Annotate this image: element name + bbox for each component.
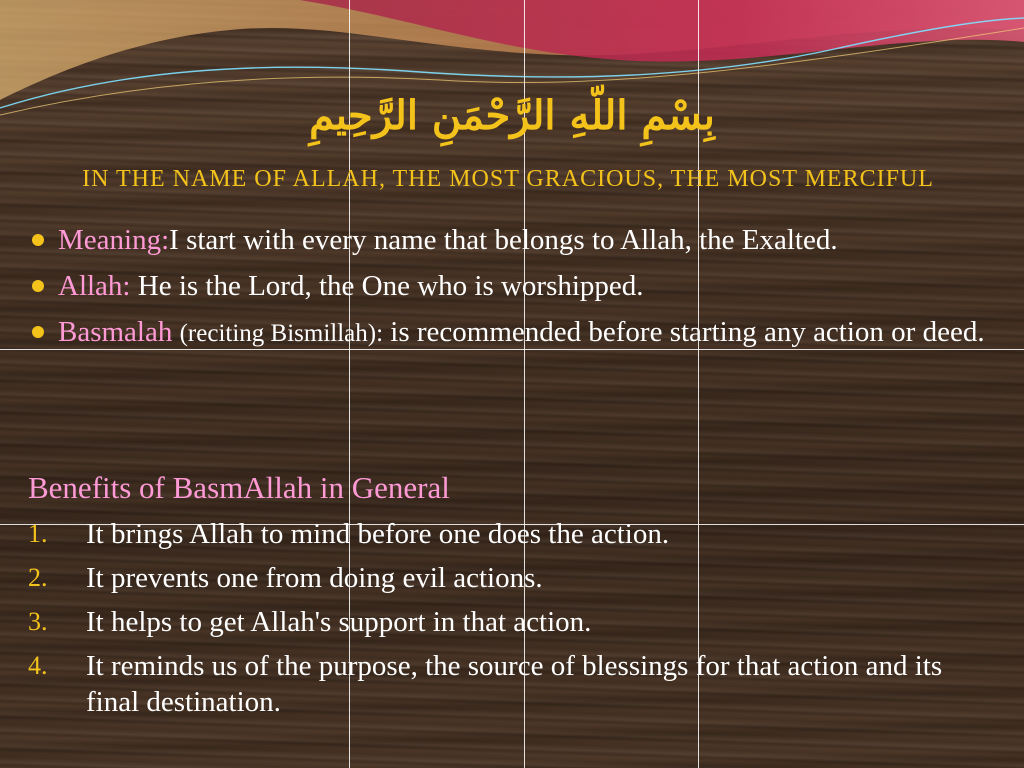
list-item-text: It helps to get Allah's support in that action. <box>86 606 592 638</box>
list-item <box>28 560 968 596</box>
bullet-text: is recommended before starting any action or deed. <box>383 316 985 348</box>
list-item-text: It reminds us of the purpose, the source of blessings for that action and its final destination. <box>86 650 943 718</box>
list-number: 3. <box>28 607 48 636</box>
list-item <box>28 648 968 720</box>
list-number: 1. <box>28 519 48 548</box>
bullet-meaning <box>30 222 990 258</box>
list-item <box>28 516 968 552</box>
arabic-title: بِسْمِ اللّهِ الرَّحْمَنِ الرَّحِيمِ <box>309 92 715 139</box>
benefits-list <box>28 516 968 728</box>
definition-bullets <box>30 222 990 362</box>
bullet-term: Meaning: <box>58 224 170 256</box>
bullet-term: Allah: <box>58 270 131 302</box>
list-number: 4. <box>28 651 48 680</box>
list-number: 2. <box>28 563 48 592</box>
bullet-text: I start with every name that belongs to Allah, the Exalted. <box>169 224 838 256</box>
bullet-paren: (reciting Bismillah): <box>179 320 384 347</box>
bullet-text: He is the Lord, the One who is worshipped. <box>130 270 644 302</box>
bullet-dot-icon <box>32 234 44 246</box>
bullet-basmalah <box>30 314 990 352</box>
bullet-dot-icon <box>32 326 44 338</box>
bullet-dot-icon <box>32 280 44 292</box>
bullet-allah <box>30 268 990 304</box>
list-item-text: It brings Allah to mind before one does the action. <box>86 518 670 550</box>
benefits-heading: Benefits of BasmAllah in General <box>28 470 450 505</box>
list-item-text: It prevents one from doing evil actions. <box>86 562 543 594</box>
bullet-term: Basmalah <box>58 316 173 348</box>
list-item <box>28 604 968 640</box>
slide-subtitle: IN THE NAME OF ALLAH, THE MOST GRACIOUS, THE MOST MERCIFUL <box>82 166 934 192</box>
